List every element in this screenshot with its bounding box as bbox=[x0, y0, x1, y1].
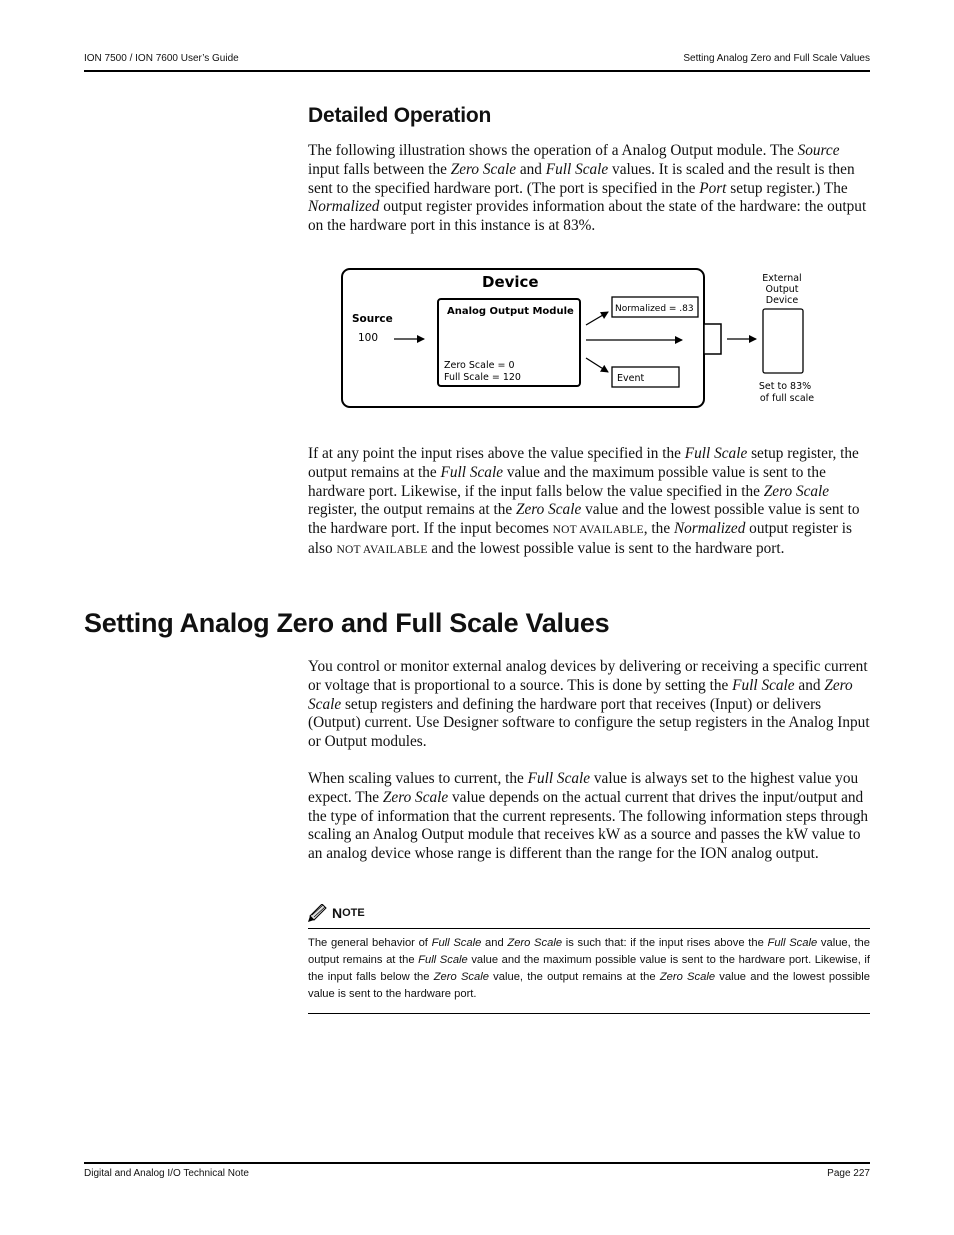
note-heading bbox=[308, 904, 365, 922]
full-scale-label: Full Scale = 120 bbox=[444, 372, 521, 383]
footer-page-number: Page 227 bbox=[827, 1168, 870, 1179]
hardware-port bbox=[704, 324, 721, 354]
section-heading-detailed-operation: Detailed Operation bbox=[308, 104, 492, 127]
paragraph-detailed-operation: The following illustration shows the operation of a Analog Output module. The Source input falls between the Zero Scale and Full Scale values. It is scaled and the result is then sent to the specified hardware port. (The port is specified in the Port setup register.) The Normalized output register provides information about the state of the hardware: the output on the hardware port in this instance is at 83%. bbox=[308, 142, 867, 235]
note-pencil-icon bbox=[308, 904, 328, 922]
section-heading-setting-analog-values: Setting Analog Zero and Full Scale Values bbox=[84, 608, 610, 638]
source-label: Source bbox=[352, 313, 393, 325]
note-top-rule bbox=[308, 928, 870, 929]
header-section-title: Setting Analog Zero and Full Scale Values bbox=[683, 53, 870, 64]
event-label: Event bbox=[617, 373, 645, 384]
external-label-line2: Output bbox=[765, 284, 799, 295]
analog-output-diagram bbox=[336, 262, 826, 414]
paragraph-control-external-devices: You control or monitor external analog devices by delivering or receiving a specific current or voltage that is proportional to a source. This is done by setting the Full Scale and Zero Scale setup registers and defining the hardware port that receives (Input) or delivers (Output) current. Use Designer software to configure the setup registers in the Analog Input or Output modules. bbox=[308, 658, 870, 751]
footer-document-title: Digital and Analog I/O Technical Note bbox=[84, 1168, 249, 1179]
device-label: Device bbox=[482, 273, 539, 291]
set-label-line1: Set to 83% bbox=[758, 381, 812, 392]
external-device-box bbox=[763, 309, 803, 373]
set-label-line2: of full scale bbox=[759, 393, 815, 404]
zero-scale-label: Zero Scale = 0 bbox=[444, 360, 515, 371]
footer-rule bbox=[84, 1162, 870, 1164]
header-guide-title: ION 7500 / ION 7600 User’s Guide bbox=[84, 53, 239, 64]
note-heading-rest: OTE bbox=[342, 907, 365, 919]
normalized-label: Normalized = .83 bbox=[615, 304, 694, 314]
note-body: The general behavior of Full Scale and Zero Scale is such that: if the input rises above the Full Scale value, the output remains at the Full Scale value and the maximum possible value is sent to the hardware port. Likewise, if the input falls below the Zero Scale value, the output remains at the Zero Scale value and the lowest possible value is sent to the hardware port. bbox=[308, 937, 870, 1000]
external-label-line1: External bbox=[762, 273, 802, 284]
note-bottom-rule bbox=[308, 1013, 870, 1014]
header-rule bbox=[84, 70, 870, 72]
external-label-line3: Device bbox=[765, 295, 799, 306]
paragraph-scaling-values: When scaling values to current, the Full Scale value is always set to the highest value you expect. The Zero Scale value depends on the actual current that drives the input/output and the type of information that the current represents. The following information steps through scaling an Analog Output module that receives kW as a source and passes the kW value to an analog device whose range is different than the range for the ION analog output. bbox=[308, 770, 869, 863]
note-heading-first-letter: N bbox=[332, 905, 343, 921]
source-value: 100 bbox=[358, 332, 379, 344]
module-label: Analog Output Module bbox=[447, 306, 574, 317]
paragraph-limit-behavior: If at any point the input rises above the value specified in the Full Scale setup register, the output remains at the Full Scale value and the maximum possible value is sent to the hardware port. Likewise, if the input falls below the value specified in the Zero Scale register, the output remains at the Zero Scale value and the lowest possible value is sent to the hardware port. If the input becomes NOT AVAILABLE, the Normalized output register is also NOT AVAILABLE and the lowest possible value is sent to the hardware port. bbox=[308, 445, 860, 557]
